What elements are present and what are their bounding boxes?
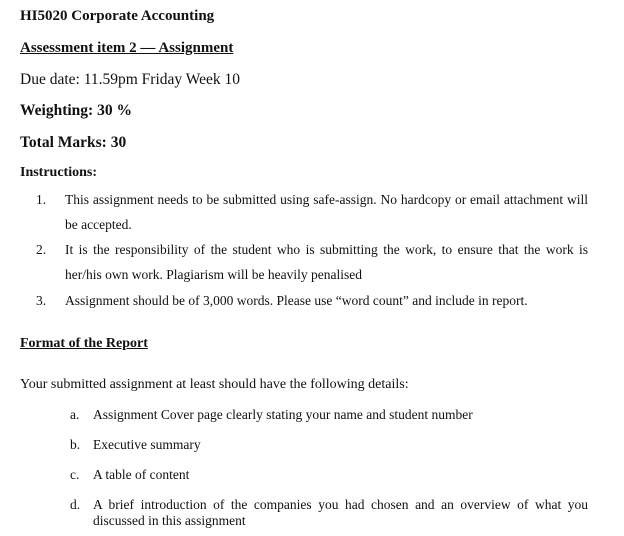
report-detail-item: [70, 437, 588, 453]
instruction-number: 2.: [36, 242, 47, 257]
total-marks: Total Marks: 30: [20, 134, 127, 151]
report-detail-text: A brief introduction of the companies you had chosen and an overview of what you discussed in this assignment: [93, 497, 588, 528]
instruction-item: [36, 237, 588, 287]
report-detail-item: [70, 407, 588, 423]
course-title: HI5020 Corporate Accounting: [20, 8, 215, 24]
report-detail-text: Assignment Cover page clearly stating your name and student number: [93, 407, 473, 422]
instruction-item: [36, 288, 588, 313]
report-detail-text: A table of content: [93, 467, 190, 482]
report-detail-letter: c.: [70, 467, 80, 482]
report-format-heading: Format of the Report: [20, 336, 148, 351]
instruction-item: [36, 187, 588, 237]
report-detail-item: [70, 467, 588, 483]
instruction-text: This assignment needs to be submitted using safe-assign. No hardcopy or email attachment will be accepted.: [65, 192, 588, 232]
report-detail-letter: b.: [70, 437, 81, 452]
report-format-intro: Your submitted assignment at least should have the following details:: [20, 377, 409, 392]
report-detail-letter: d.: [70, 497, 81, 512]
instruction-number: 3.: [36, 293, 47, 308]
report-detail-item: [70, 497, 588, 529]
instructions-heading: Instructions:: [20, 165, 98, 180]
instruction-text: Assignment should be of 3,000 words. Please use “word count” and include in report.: [65, 293, 528, 308]
assessment-item-heading: Assessment item 2 — Assignment: [20, 40, 234, 56]
report-detail-text: Executive summary: [93, 437, 201, 452]
due-date: Due date: 11.59pm Friday Week 10: [20, 71, 241, 88]
weighting: Weighting: 30 %: [20, 102, 132, 119]
instruction-number: 1.: [36, 192, 47, 207]
instruction-text: It is the responsibility of the student who is submitting the work, to ensure that the work is her/his own work. Plagiarism will be heavily penalised: [65, 242, 588, 282]
report-detail-letter: a.: [70, 407, 80, 422]
